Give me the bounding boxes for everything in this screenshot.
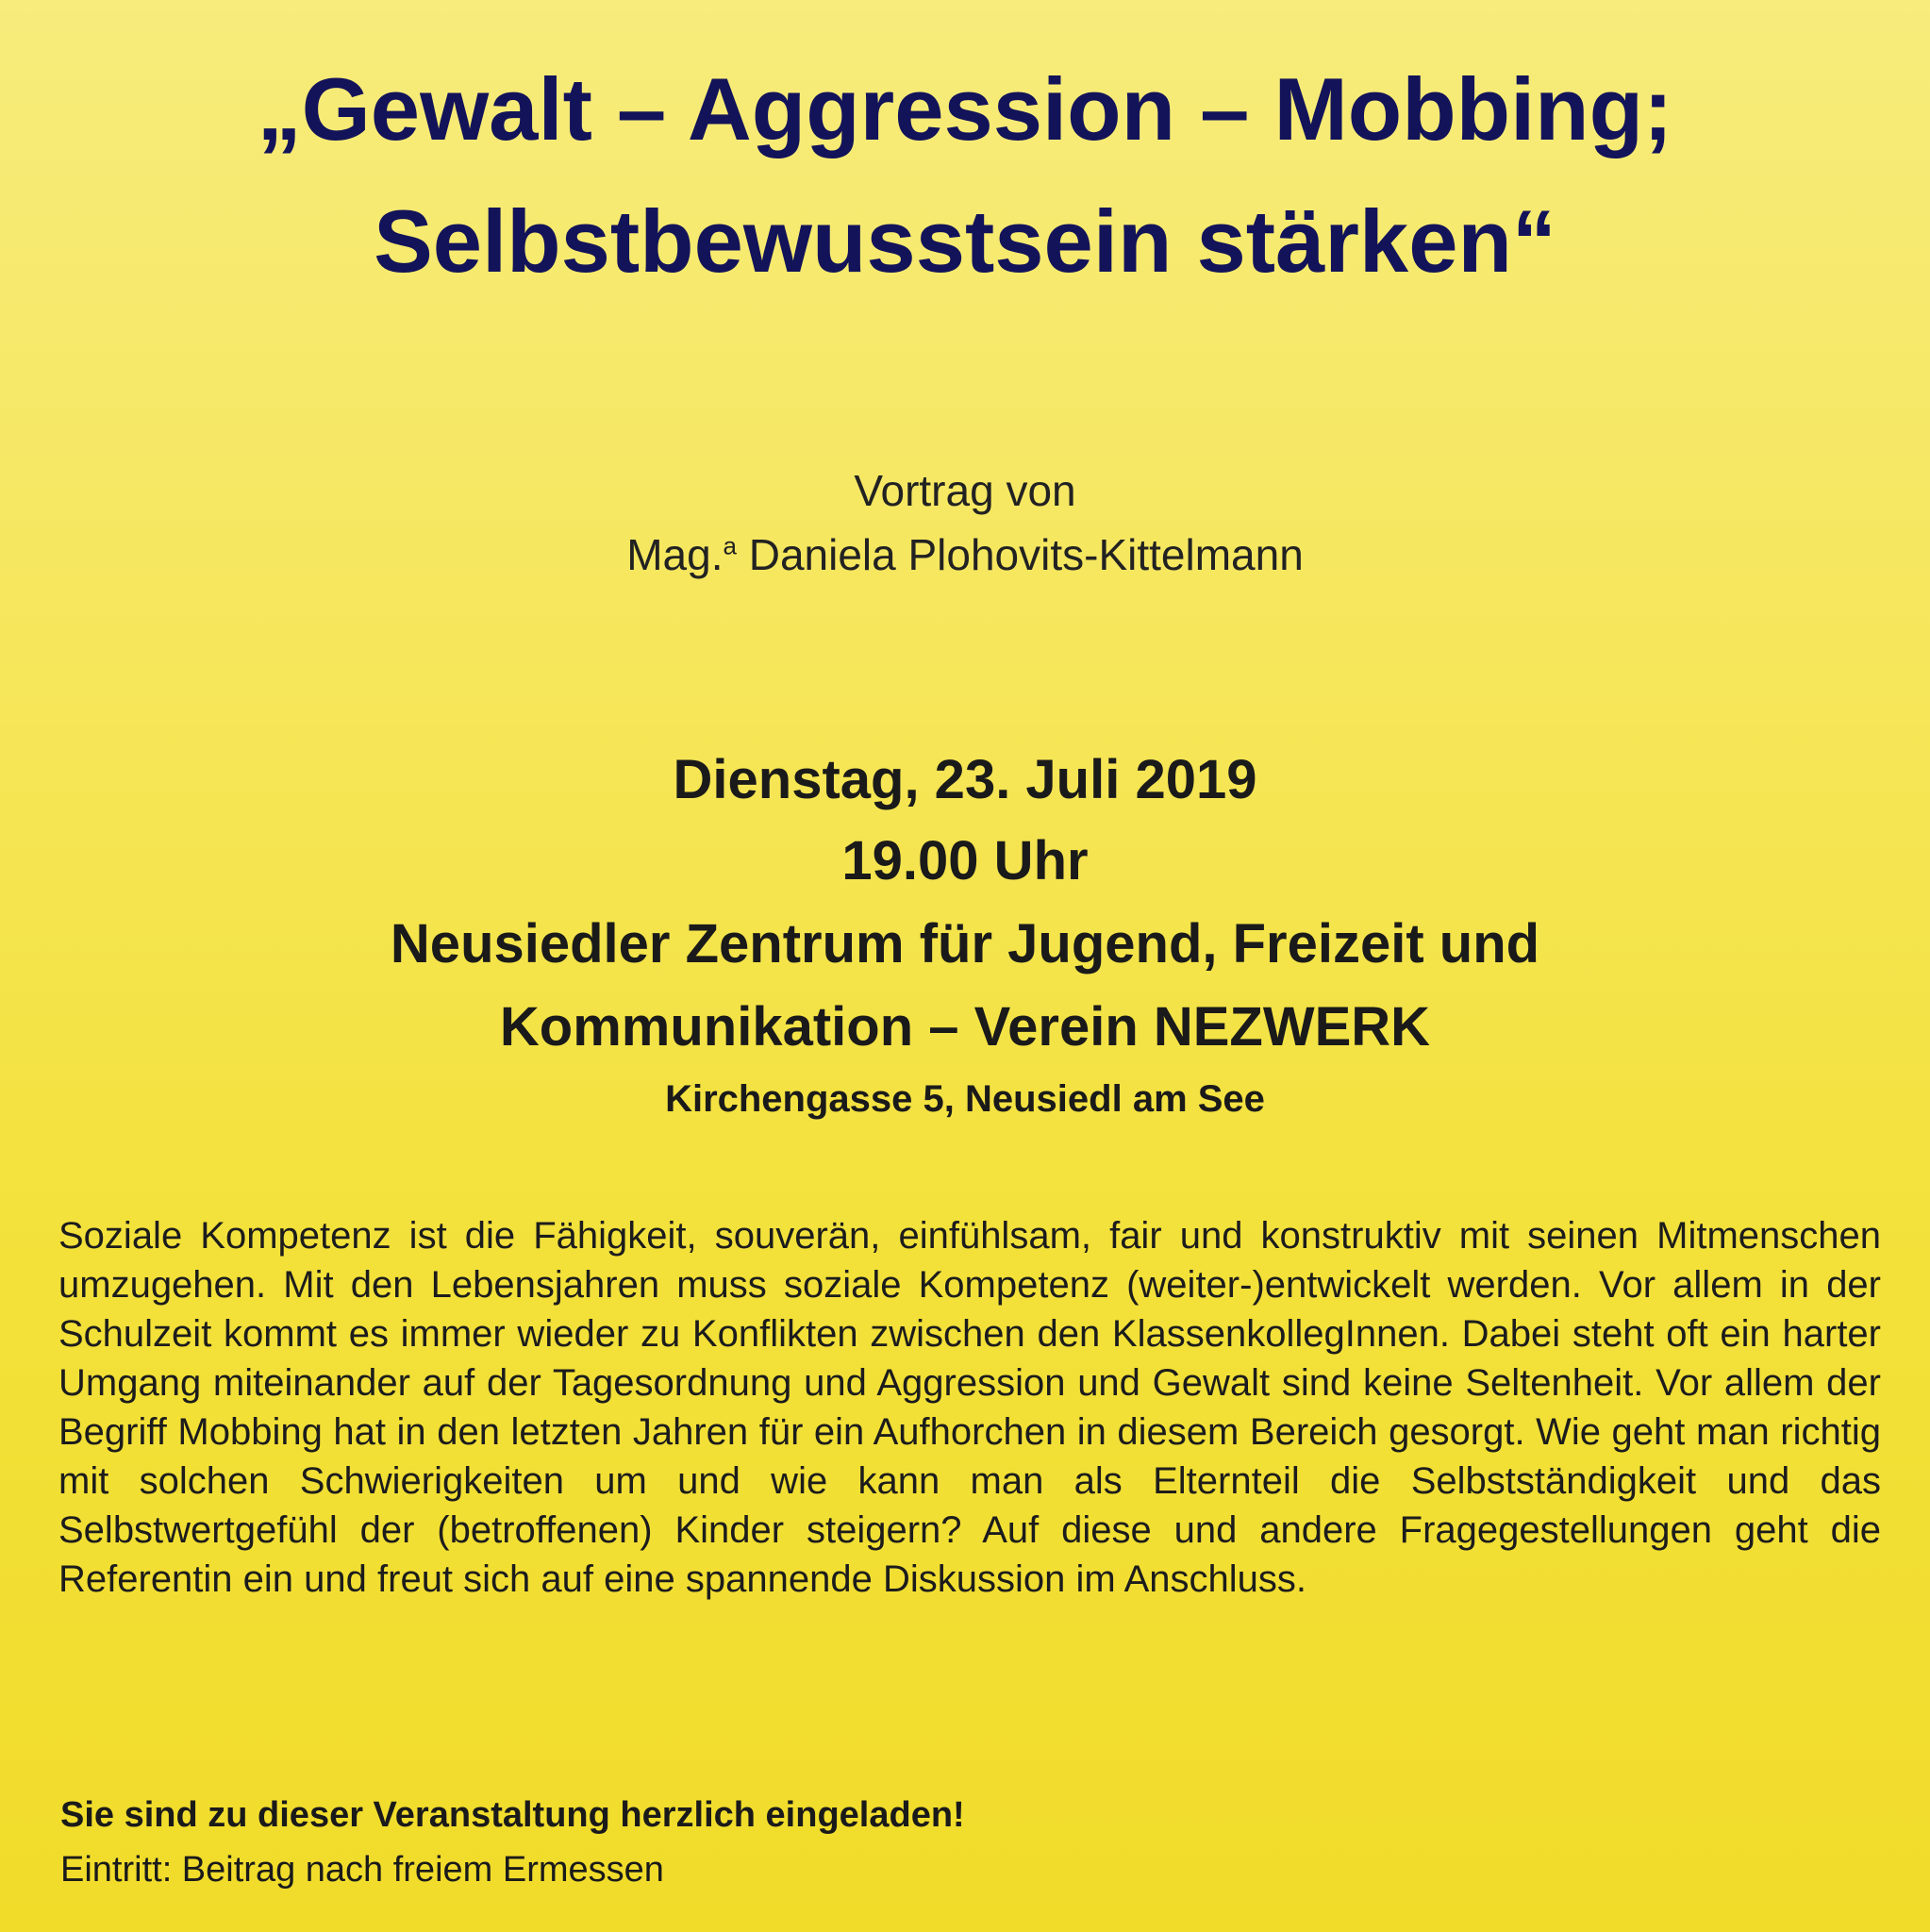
venue-name-line-1: Neusiedler Zentrum für Jugend, Freizeit und (390, 913, 1540, 974)
event-description: Soziale Kompetenz ist die Fähigkeit, souverän, einfühlsam, fair und konstruktiv mit seinen Mitmenschen umzugehen. Mit den Lebensjahren muss soziale Kompetenz (weiter-)entwickelt werden. Vor allem in der Schulzeit kommt es immer wieder zu Konflikten zwischen den KlassenkollegInnen. Dabei steht oft ein harter Umgang miteinander auf der Tagesordnung und Aggression und Gewalt sind keine Seltenheit. Vor allem der Begriff Mobbing hat in den letzten Jahren für ein Aufhorchen in diesem Bereich gesorgt. Wie geht man richtig mit solchen Schwierigkeiten um und wie kann man als Elternteil die Selbstständigkeit und das Selbstwertgefühl der (betroffenen) Kinder steigern? Auf diese und andere Fragegestellungen geht die Referentin ein und freut sich auf eine spannende Diskussion im Anschluss. (58, 1215, 1881, 1600)
venue-name-line-2: Kommunikation – Verein NEZWERK (499, 996, 1431, 1058)
event-time: 19.00 Uhr (841, 830, 1089, 891)
speaker-title-superscript: a (723, 531, 737, 560)
lecture-intro: Vortrag von (854, 466, 1076, 515)
speaker-line (0, 528, 1930, 581)
venue-address: Kirchengasse 5, Neusiedl am See (665, 1078, 1265, 1120)
flyer-title-line-2: Selbstbewusstsein stärken“ (374, 192, 1556, 291)
speaker-name: Daniela Plohovits-Kittelmann (736, 530, 1304, 579)
event-date: Dienstag, 23. Juli 2019 (673, 749, 1257, 810)
admission-text: Eintritt: Beitrag nach freiem Ermessen (60, 1850, 664, 1890)
flyer-title-line-1: „Gewalt – Aggression – Mobbing; (257, 59, 1673, 158)
speaker-title: Mag. (626, 530, 724, 579)
invitation-text: Sie sind zu dieser Veranstaltung herzlich eingeladen! (60, 1795, 965, 1835)
